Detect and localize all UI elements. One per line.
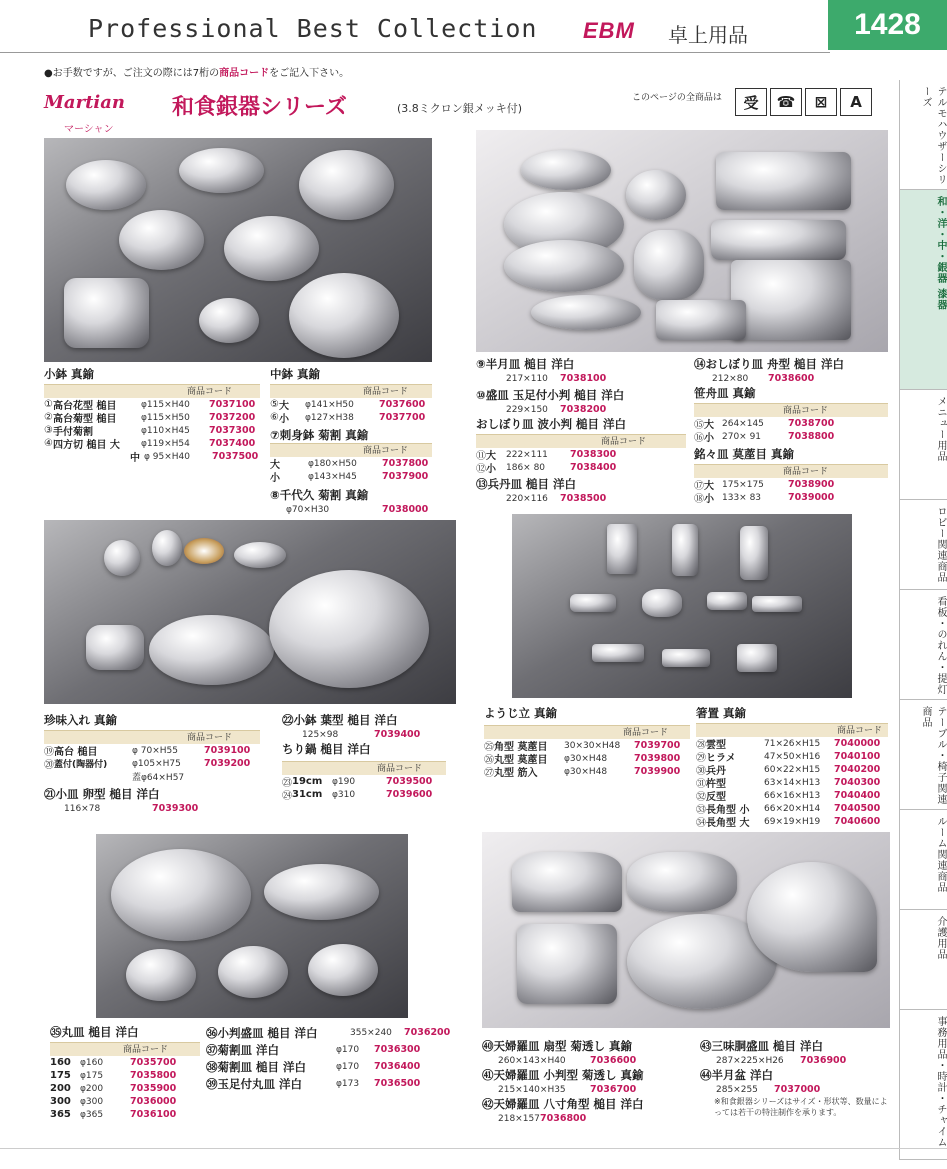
- code-header: 商品コード: [694, 403, 888, 417]
- code-header: 商品コード: [50, 1042, 200, 1056]
- section-marusara: [50, 1024, 200, 1121]
- table-row: ㉛ 杵型 63×14×H13 7040300: [696, 777, 881, 790]
- sidebar-tab[interactable]: 介護用品: [900, 910, 947, 1010]
- phone-mark-icon: ☎: [770, 88, 802, 116]
- product-photo-bowls: [44, 138, 432, 362]
- table-row: ⑲ 高台 槌目 φ 70×H55 7039100: [44, 745, 251, 758]
- table-row: ⑫ 小 186× 80 7038400: [476, 462, 617, 475]
- section-title: ㉟丸皿 槌目 洋白: [50, 1025, 139, 1039]
- product-photo-tempura: [482, 832, 890, 1028]
- item-title: ⑧千代久 菊割 真鍮: [270, 488, 369, 502]
- table-row: ㉖ 丸型 莫蓙目 φ30×H48 7039800: [484, 753, 681, 766]
- table-row: 大 φ180×H50 7037800: [270, 458, 429, 471]
- table-row: ㊳菊割皿 槌目 洋白 φ170 7036400: [206, 1059, 421, 1074]
- table-row: ① 高台花型 槌目 φ115×H40 7037100: [44, 399, 256, 412]
- section-chubachi: [270, 366, 432, 516]
- item-title: ⑬兵丹皿 槌目 洋白: [476, 477, 577, 491]
- section-chirinabe: [282, 712, 446, 801]
- section-tempura: [482, 1038, 694, 1125]
- section-shamisen: [700, 1038, 892, 1118]
- table-row: 125×98 7039400: [302, 729, 421, 740]
- table-row: 160 φ160 7035700: [50, 1057, 177, 1068]
- table-row: ㊲菊割皿 洋白 φ170 7036300: [206, 1042, 421, 1057]
- item-title: ㊷天婦羅皿 八寸角型 槌目 洋白: [482, 1097, 644, 1111]
- table-row: ㊱小判盛皿 槌目 洋白 355×240 7036200: [206, 1025, 451, 1040]
- table-row: ㉙ ヒラメ 47×50×H16 7040100: [696, 751, 881, 764]
- martian-logo: Martian: [44, 92, 125, 113]
- section-chimi: [44, 712, 260, 815]
- table-row: ② 高台菊型 槌目 φ115×H50 7037200: [44, 412, 256, 425]
- item-title: ⑩盛皿 玉足付小判 槌目 洋白: [476, 388, 625, 402]
- table-row: ④ 四方切 槌目 大 φ119×H54 7037400: [44, 438, 256, 451]
- table-row: ⑯ 小 270× 91 7038800: [694, 431, 835, 444]
- table-row: φ70×H30 7038000: [286, 504, 429, 515]
- table-row: 217×110 7038100: [506, 373, 607, 384]
- section-title: 小鉢 真鍮: [44, 367, 95, 381]
- table-row: 285×255 7037000: [716, 1084, 821, 1095]
- sidebar-tab[interactable]: テーブル・椅子関連商品: [900, 700, 947, 810]
- code-header: 商品コード: [694, 464, 888, 478]
- section-title: 珍味入れ 真鍮: [44, 713, 118, 727]
- table-row: ⑥ 小 φ127×H38 7037700: [270, 412, 426, 425]
- code-header: 商品コード: [44, 730, 260, 744]
- footer-rule: [0, 1148, 947, 1149]
- item-title: おしぼり皿 波小判 槌目 洋白: [476, 417, 627, 431]
- product-photo-plates: [476, 130, 888, 352]
- table-row: 蓋φ64×H57: [132, 773, 185, 783]
- sidebar-tab-active[interactable]: 和・洋・中・銀器 漆器: [900, 190, 947, 390]
- table-row: 小 φ143×H45 7037900: [270, 471, 429, 484]
- table-row: ⑰ 大 175×175 7038900: [694, 479, 835, 492]
- service-marks: [735, 88, 872, 116]
- table-row: 287×225×H26 7036900: [716, 1055, 847, 1066]
- table-row: 中 φ 95×H40 7037500: [130, 451, 259, 464]
- item-title: ちり鍋 槌目 洋白: [282, 742, 371, 756]
- custom-order-note: ※和食銀器シリーズはサイズ・形状等、数量によっては若干の特注制作を承ります。: [714, 1097, 888, 1117]
- code-header: 商品コード: [270, 384, 432, 398]
- no-return-icon: ⊠: [805, 88, 837, 116]
- product-photo-round-plates: [96, 834, 408, 1018]
- table-row: ⑮ 大 264×145 7038700: [694, 418, 835, 431]
- shipping-mark-icon: A: [840, 88, 872, 116]
- table-row: ⑤ 大 φ141×H50 7037600: [270, 399, 426, 412]
- ebm-logo: EBM: [583, 18, 635, 43]
- table-row: 116×78 7039300: [64, 803, 199, 814]
- item-title: ㊸三味胴盛皿 槌目 洋白: [700, 1039, 824, 1053]
- section-title: ようじ立 真鍮: [484, 706, 558, 720]
- code-header: 商品コード: [44, 384, 260, 398]
- product-photo-rests: [512, 514, 852, 698]
- item-title: 銘々皿 莫蓙目 真鍮: [694, 447, 795, 461]
- section-yoji: [484, 705, 690, 778]
- item-title: 笹舟皿 真鍮: [694, 386, 756, 400]
- table-row: ㉚ 兵丹 60×22×H15 7040200: [696, 764, 881, 777]
- item-title: ㊹半月盆 洋白: [700, 1068, 774, 1082]
- item-title: ㉒小鉢 葉型 槌目 洋白: [282, 713, 398, 727]
- table-row: ㉘ 雲型 71×26×H15 7040000: [696, 738, 881, 751]
- section-title: 中鉢 真鍮: [270, 367, 321, 381]
- table-row: 229×150 7038200: [506, 404, 607, 415]
- product-photo-chimi: [44, 520, 456, 704]
- section-plates: [476, 356, 686, 505]
- table-row: ㉓ 19cm φ190 7039500: [282, 776, 433, 789]
- sidebar-tab[interactable]: メニュー用品: [900, 390, 947, 500]
- code-header: 商品コード: [282, 761, 446, 775]
- table-row: 200 φ200 7035900: [50, 1083, 177, 1094]
- sidebar-tab[interactable]: ロビー関連商品: [900, 500, 947, 590]
- all-items-label: このページの全商品は: [632, 93, 722, 103]
- series-subtitle: (3.8ミクロン銀メッキ付): [397, 102, 523, 115]
- page-number: 1428: [828, 0, 947, 50]
- order-notice: ●お手数ですが、ご注文の際には7桁の商品コードをご記入下さい。: [44, 68, 350, 79]
- table-row: ⑪ 大 222×111 7038300: [476, 449, 617, 462]
- item-title: ⑦刺身鉢 菊割 真鍮: [270, 428, 369, 442]
- table-row: ㉔ 31cm φ310 7039600: [282, 789, 433, 802]
- table-row: 215×140×H35 7036700: [498, 1084, 637, 1095]
- table-row: ㉞ 長角型 大 69×19×H19 7040600: [696, 816, 881, 829]
- table-row: 260×143×H40 7036600: [498, 1055, 637, 1066]
- table-row: ㊴玉足付丸皿 洋白 φ173 7036500: [206, 1076, 421, 1091]
- item-title: ㊶天婦羅皿 小判型 菊透し 真鍮: [482, 1068, 644, 1082]
- category-title: 卓上用品: [668, 23, 748, 47]
- code-header: 商品コード: [696, 723, 888, 737]
- header-title: Professional Best Collection: [88, 14, 538, 43]
- brand-kana: マーシャン: [64, 124, 114, 135]
- table-row: 175 φ175 7035800: [50, 1070, 177, 1081]
- section-hashioki: [696, 705, 888, 828]
- series-title: 和食銀器シリーズ: [172, 95, 347, 120]
- order-mark-icon: 受: [735, 88, 767, 116]
- table-row: ㉝ 長角型 小 66×20×H14 7040500: [696, 803, 881, 816]
- table-row: 218×157 7036800: [498, 1113, 587, 1124]
- code-header: 商品コード: [270, 443, 432, 457]
- table-row: ③ 手付菊割 φ110×H45 7037300: [44, 425, 256, 438]
- table-row: 300 φ300 7036000: [50, 1096, 177, 1107]
- sidebar-tab[interactable]: 看板・のれん・提灯: [900, 590, 947, 700]
- table-row: ㉜ 反型 66×16×H13 7040400: [696, 790, 881, 803]
- item-title: ㉑小皿 卵型 槌目 洋白: [44, 787, 160, 801]
- section-title: 箸置 真鍮: [696, 706, 747, 720]
- item-title: ⑨半月皿 槌目 洋白: [476, 357, 575, 371]
- table-row: ㉗ 丸型 筋入 φ30×H48 7039900: [484, 766, 681, 779]
- header-rule: [0, 52, 830, 53]
- item-title: ㊵天婦羅皿 扇型 菊透し 真鍮: [482, 1039, 633, 1053]
- sidebar-tab[interactable]: 事務用品・時計・チャイム: [900, 1010, 947, 1160]
- table-row: 212×80 7038600: [712, 373, 815, 384]
- table-row: 365 φ365 7036100: [50, 1109, 177, 1120]
- table-row: ⑱ 小 133× 83 7039000: [694, 492, 835, 505]
- section-kobachi: [44, 366, 260, 463]
- category-sidebar: [899, 80, 947, 1160]
- code-header: 商品コード: [476, 434, 686, 448]
- item-title: ⑭おしぼり皿 舟型 槌目 洋白: [694, 357, 845, 371]
- code-header: 商品コード: [484, 725, 690, 739]
- table-row: ㉕ 角型 莫蓙目 30×30×H48 7039700: [484, 740, 681, 753]
- section-kobanzara: [206, 1024, 476, 1092]
- sidebar-tab[interactable]: テルモハウザーシリーズ: [900, 80, 947, 190]
- sidebar-tab[interactable]: ルーム関連商品: [900, 810, 947, 910]
- table-row: ⑳ 蓋付(陶器付) φ105×H75 7039200: [44, 758, 251, 771]
- section-oshibori: [694, 356, 888, 504]
- table-row: 220×116 7038500: [506, 493, 607, 504]
